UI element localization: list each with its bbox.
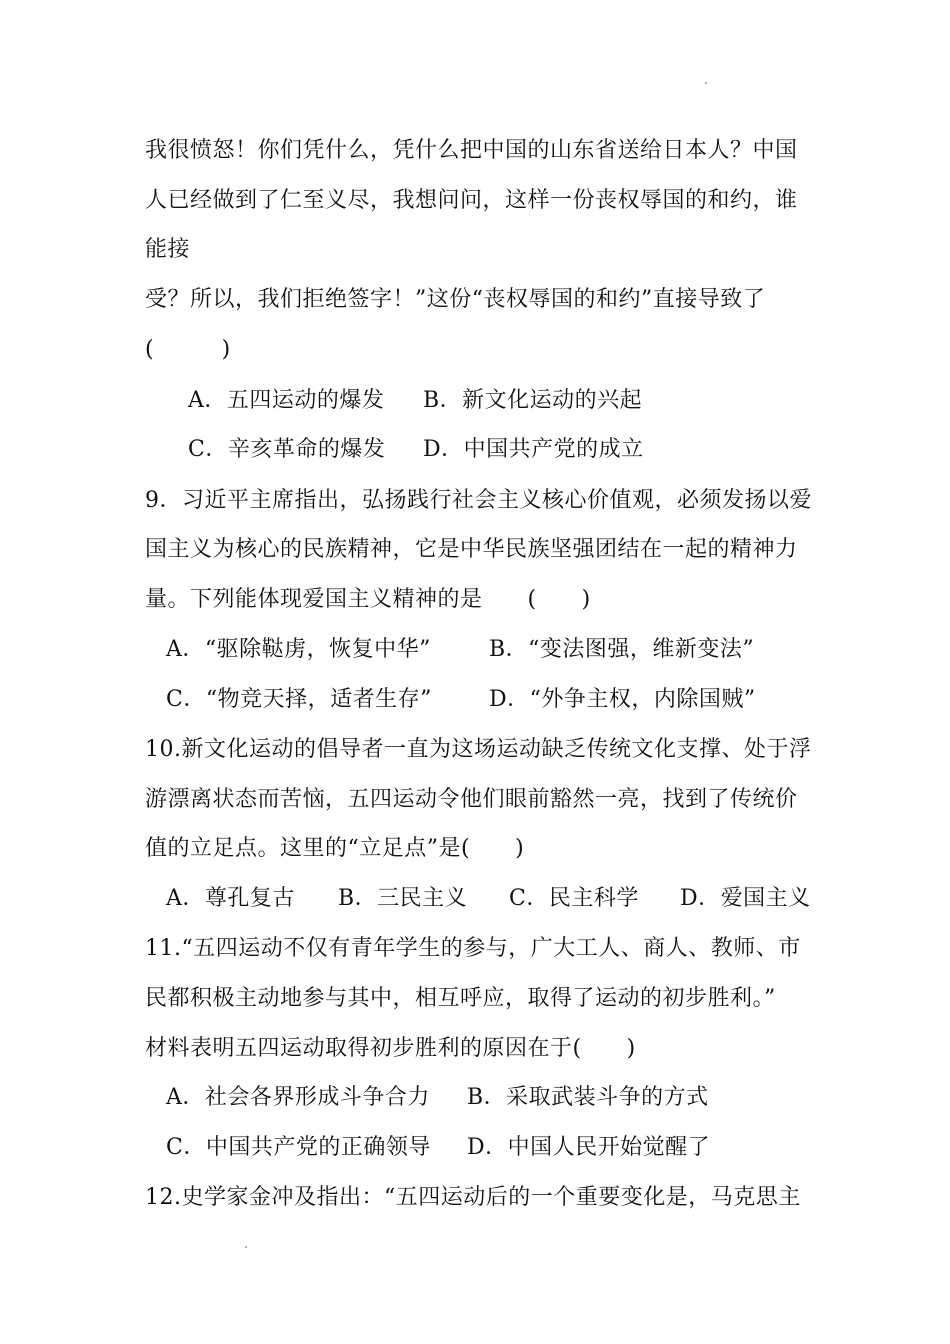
q9-option-a: A．“驱除鞑虏，恢复中华”	[166, 637, 431, 662]
q8-line-1: 我很愤怒！你们凭什么，凭什么把中国的山东省送给日本人？中国	[145, 138, 798, 163]
q8-option-d: D．中国共产党的成立	[423, 437, 644, 462]
q8-answer-blank: ( )	[145, 337, 231, 362]
q8-line-3: 能接	[145, 237, 191, 262]
q10-option-a: A．尊孔复古	[166, 886, 295, 911]
q10-line-1: 10.新文化运动的倡导者一直为这场运动缺乏传统文化支撑、处于浮	[145, 737, 812, 762]
q11-option-b: B．采取武装斗争的方式	[467, 1085, 709, 1110]
q8-option-a: A．五四运动的爆发	[188, 388, 385, 413]
q10-option-d: D．爱国主义	[680, 886, 811, 911]
scan-dot-bottom	[245, 1246, 247, 1248]
q10-line-3: 值的立足点。这里的“立足点”是( )	[145, 836, 525, 861]
q8-option-c: C．辛亥革命的爆发	[188, 437, 386, 462]
q8-option-b: B．新文化运动的兴起	[423, 388, 643, 413]
q11-option-a: A．社会各界形成斗争合力	[166, 1085, 430, 1110]
q12-line-1: 12.史学家金冲及指出：“五四运动后的一个重要变化是，马克思主	[145, 1185, 801, 1210]
q9-option-d: D．“外争主权，内除国贼”	[489, 687, 756, 712]
q11-line-1: 11.“五四运动不仅有青年学生的参与，广大工人、商人、教师、市	[145, 936, 801, 961]
q10-option-c: C．民主科学	[509, 886, 639, 911]
q11-option-c: C．中国共产党的正确领导	[166, 1135, 431, 1160]
q8-line-4: 受？所以，我们拒绝签字！”这份“丧权辱国的和约”直接导致了	[145, 287, 766, 312]
q11-line-3: 材料表明五四运动取得初步胜利的原因在于( )	[145, 1036, 636, 1061]
q9-line-3: 量。下列能体现爱国主义精神的是 ( )	[145, 587, 591, 612]
scan-dot-top	[705, 82, 707, 84]
q9-option-c: C．“物竞天择，适者生存”	[166, 687, 432, 712]
q11-option-d: D．中国人民开始觉醒了	[467, 1135, 711, 1160]
q9-line-2: 国主义为核心的民族精神，它是中华民族坚强团结在一起的精神力	[145, 537, 798, 562]
q11-line-2: 民都积极主动地参与其中，相互呼应，取得了运动的初步胜利。”	[145, 986, 776, 1011]
q10-line-2: 游漂离状态而苦恼，五四运动令他们眼前豁然一亮，找到了传统价	[145, 787, 798, 812]
q8-line-2: 人已经做到了仁至义尽，我想问问，这样一份丧权辱国的和约，谁	[145, 188, 798, 213]
q9-option-b: B．“变法图强，维新变法”	[489, 637, 755, 662]
q10-option-b: B．三民主义	[338, 886, 468, 911]
q9-line-1: 9．习近平主席指出，弘扬践行社会主义核心价值观，必须发扬以爱	[145, 488, 812, 513]
